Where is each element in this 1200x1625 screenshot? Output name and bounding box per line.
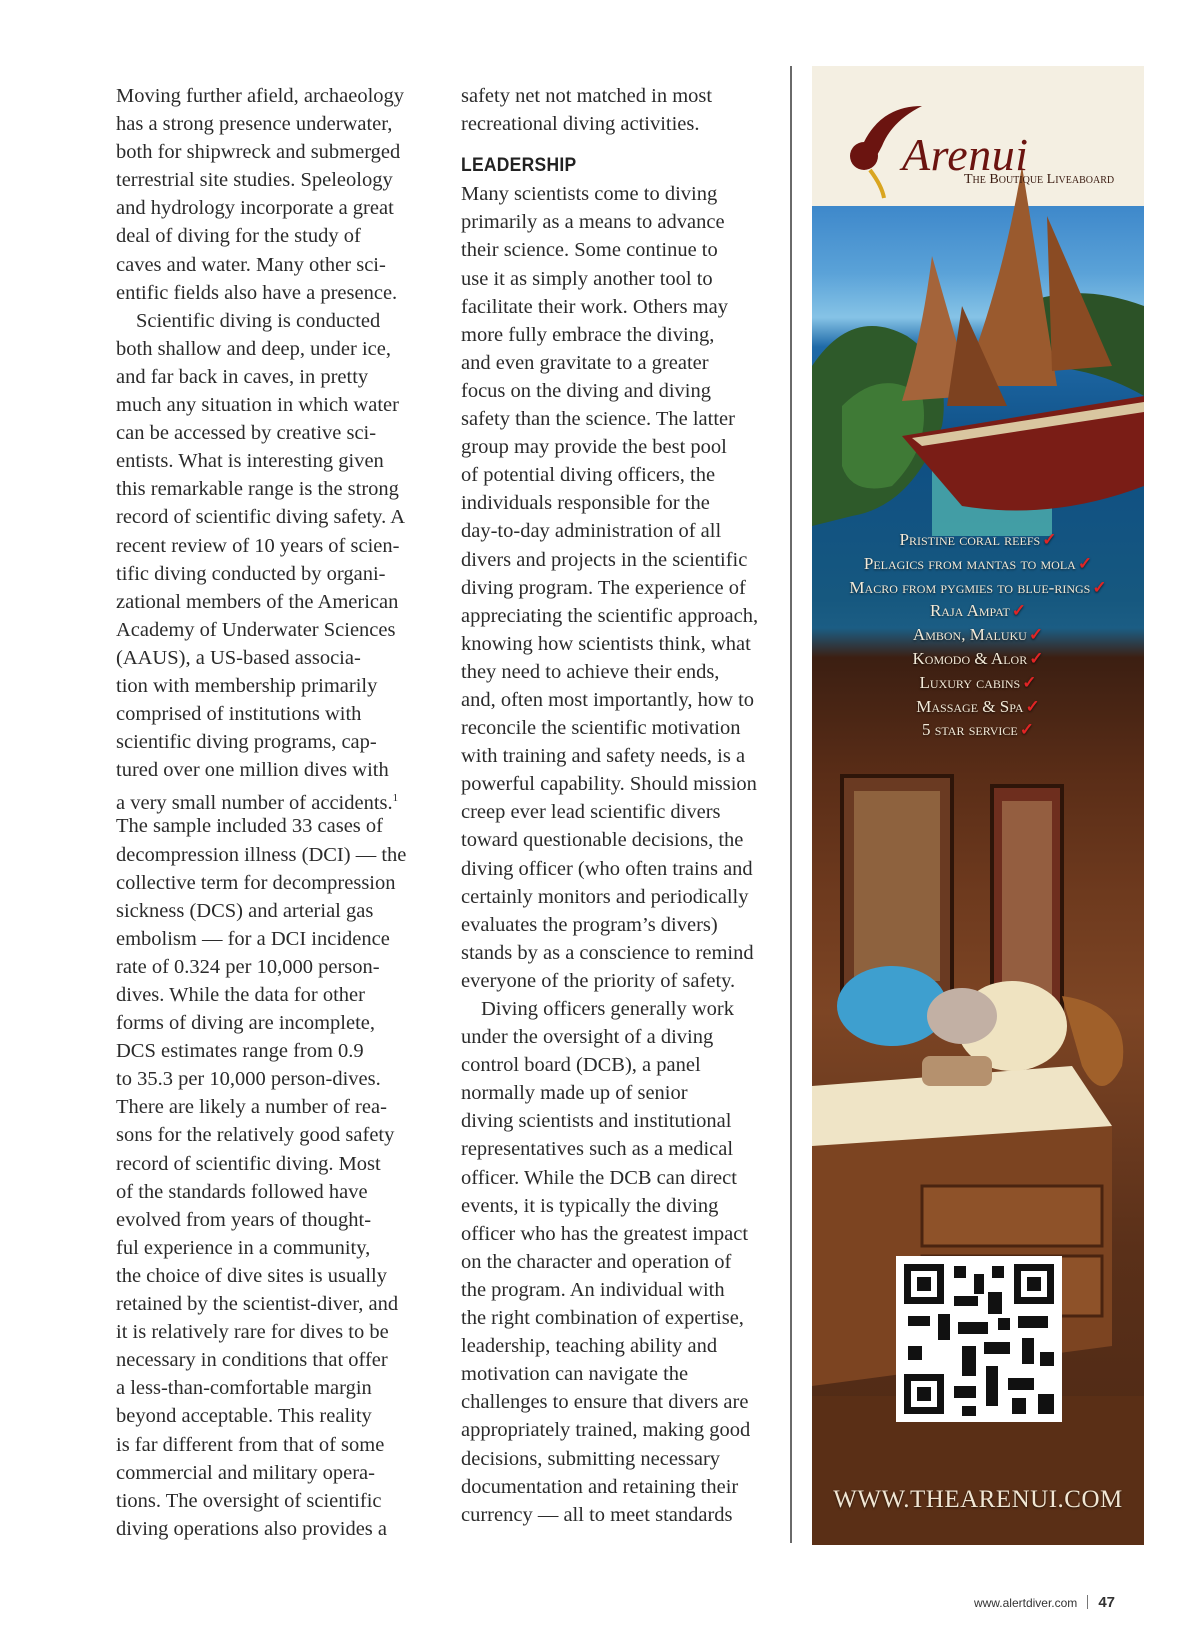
text-line: of potential diving officers, the: [461, 464, 716, 487]
text-line: comprised of institutions with: [116, 703, 362, 726]
checkmark-icon: ✓: [1029, 649, 1044, 668]
text-line: sons for the relatively good safety: [116, 1124, 395, 1147]
text-line: officer who has the greatest impact: [461, 1222, 749, 1245]
checkmark-icon: ✓: [1077, 553, 1093, 573]
text-line: focus on the diving and diving: [461, 379, 711, 402]
text-line: primarily as a means to advance: [461, 211, 725, 234]
text-line-body: a very small number of accidents.: [116, 792, 393, 815]
text-line: and far back in caves, in pretty: [116, 365, 369, 388]
text-line: individuals responsible for the: [461, 492, 710, 515]
text-line: recent review of 10 years of scien-: [116, 534, 400, 557]
text-line: they need to achieve their ends,: [461, 660, 720, 683]
text-line: collective term for decompression: [116, 871, 396, 894]
text-line: is far different from that of some: [116, 1433, 385, 1456]
text-line: recreational diving activities.: [461, 113, 700, 136]
ad-feature-item: [812, 697, 1144, 717]
text-line: Many scientists come to diving: [461, 183, 718, 206]
text-line: more fully embrace the diving,: [461, 323, 715, 346]
text-line: events, it is typically the diving: [461, 1194, 719, 1217]
text-line: (AAUS), a US-based associa-: [116, 646, 361, 669]
text-line: to 35.3 per 10,000 person-dives.: [116, 1068, 381, 1091]
text-line: Scientific diving is conducted: [136, 309, 381, 332]
text-line: the choice of dive sites is usually: [116, 1264, 387, 1287]
text-line: tions. The oversight of scientific: [116, 1489, 382, 1512]
qr-code: [896, 1256, 1062, 1422]
text-line: record of scientific diving. Most: [116, 1152, 381, 1175]
text-line: decisions, submitting necessary: [461, 1447, 721, 1470]
footer-site-url[interactable]: www.alertdiver.com: [973, 1596, 1078, 1610]
text-line: necessary in conditions that offer: [116, 1349, 388, 1372]
drawer-top: [922, 1186, 1102, 1246]
text-line: normally made up of senior: [461, 1082, 688, 1105]
text-line: on the character and operation of: [461, 1250, 732, 1273]
text-line: Academy of Underwater Sciences: [116, 618, 396, 641]
text-line: [116, 784, 436, 815]
text-line: record of scientific diving safety. A: [116, 506, 405, 529]
text-line: deal of diving for the study of: [116, 225, 361, 248]
text-line: Moving further afield, archaeology: [116, 85, 405, 107]
page-footer: [974, 1594, 1115, 1612]
text-line: diving officer (who often trains and: [461, 857, 753, 880]
text-line: knowing how scientists think, what: [461, 632, 751, 655]
text-line: day-to-day administration of all: [461, 520, 722, 543]
footer-separator: [1087, 1595, 1088, 1609]
text-line: group may provide the best pool: [461, 436, 727, 459]
text-line: motivation can navigate the: [461, 1363, 689, 1386]
folded-towels: [922, 1056, 992, 1086]
checkmark-icon: ✓: [1092, 577, 1107, 597]
ad-feature-label: Luxury cabins: [919, 672, 1021, 692]
ad-feature-label: 5 star service: [921, 720, 1018, 740]
text-line: toward questionable decisions, the: [461, 829, 744, 852]
text-line: entists. What is interesting given: [116, 450, 384, 473]
text-line: rate of 0.324 per 10,000 person-: [116, 955, 380, 978]
ad-feature-label: Massage & Spa: [916, 696, 1024, 716]
text-line: appropriately trained, making good: [461, 1419, 751, 1442]
text-line: zational members of the American: [116, 590, 399, 613]
text-line: embolism — for a DCI incidence: [116, 927, 390, 950]
text-line: diving program. The experience of: [461, 576, 746, 599]
text-line: DCS estimates range from 0.9: [116, 1040, 364, 1063]
sail-fore: [1047, 216, 1112, 371]
text-line: control board (DCB), a panel: [461, 1054, 701, 1077]
ad-feature-label: Raja Ampat: [929, 601, 1010, 621]
checkmark-icon: ✓: [1025, 696, 1040, 716]
text-line: both for shipwreck and submerged: [116, 141, 401, 164]
ad-feature-item: [812, 649, 1144, 669]
text-line: certainly monitors and periodically: [461, 885, 749, 908]
text-line: diving operations also provides a: [116, 1517, 388, 1540]
ad-tagline: The Boutique Liveaboard: [964, 172, 1115, 187]
text-line: it is relatively rare for dives to be: [116, 1321, 389, 1344]
text-line: The sample included 33 cases of: [116, 815, 383, 838]
text-line: Diving officers generally work: [481, 998, 734, 1020]
text-line: sickness (DCS) and arterial gas: [116, 899, 374, 922]
text-line: and even gravitate to a greater: [461, 351, 709, 374]
ad-feature-item: [812, 625, 1144, 645]
text-line: terrestrial site studies. Speleology: [116, 169, 393, 192]
text-line: of the standards followed have: [116, 1180, 368, 1203]
checkmark-icon: ✓: [1019, 720, 1034, 740]
text-line: safety than the science. The latter: [461, 408, 735, 431]
text-line: under the oversight of a diving: [461, 1026, 714, 1049]
text-line: safety net not matched in most: [461, 85, 713, 107]
text-line: appreciating the scientific approach,: [461, 604, 759, 627]
text-line: beyond acceptable. This reality: [116, 1405, 372, 1428]
checkmark-icon: ✓: [1042, 530, 1057, 549]
text-line: can be accessed by creative sci-: [116, 422, 377, 445]
text-line: much any situation in which water: [116, 394, 399, 417]
text-line: use it as simply another tool to: [461, 267, 713, 290]
ad-feature-label: Ambon, Maluku: [912, 625, 1027, 645]
checkmark-icon: ✓: [1011, 601, 1027, 621]
ad-feature-item: [812, 530, 1144, 550]
text-line: commercial and military opera-: [116, 1461, 375, 1484]
section-heading: LEADERSHIP: [461, 155, 577, 177]
article-column-1: [116, 82, 436, 1543]
page-number: 47: [1098, 1594, 1115, 1611]
text-line: There are likely a number of rea-: [116, 1096, 387, 1119]
text-line: stands by as a conscience to remind: [461, 941, 754, 964]
text-line: caves and water. Many other sci-: [116, 253, 386, 276]
text-line: both shallow and deep, under ice,: [116, 337, 391, 360]
text-line: scientific diving programs, cap-: [116, 731, 377, 754]
article-column-2: [461, 82, 781, 1529]
ad-brand-name: Arenui: [902, 129, 1029, 180]
ad-illustration: [812, 66, 1144, 1545]
text-line: has a strong presence underwater,: [116, 113, 393, 136]
text-line: tion with membership primarily: [116, 674, 378, 697]
text-line: challenges to ensure that divers are: [461, 1391, 749, 1414]
footnote-marker: 1: [392, 792, 399, 805]
checkmark-icon: ✓: [1022, 672, 1037, 692]
ad-feature-item: [812, 578, 1144, 598]
text-line: the program. An individual with: [461, 1278, 725, 1301]
ad-feature-label: Macro from pygmies to blue-rings: [849, 577, 1091, 597]
ad-feature-item: [812, 673, 1144, 693]
text-line: a less-than-comfortable margin: [116, 1377, 372, 1400]
text-line: reconcile the scientific motivation: [461, 717, 741, 740]
text-line: dives. While the data for other: [116, 984, 365, 1006]
text-line: the right combination of expertise,: [461, 1307, 744, 1330]
text-line: evaluates the program’s divers): [461, 913, 718, 936]
text-line: facilitate their work. Others may: [461, 295, 728, 318]
ad-feature-label: Komodo & Alor: [912, 649, 1028, 668]
text-line: documentation and retaining their: [461, 1475, 739, 1498]
text-line: this remarkable range is the strong: [116, 478, 399, 501]
text-line: decompression illness (DCI) — the: [116, 843, 407, 866]
text-line: with training and safety needs, is a: [461, 745, 746, 768]
checkmark-icon: ✓: [1028, 625, 1044, 645]
text-line: officer. While the DCB can direct: [461, 1166, 737, 1189]
text-line: and hydrology incorporate a great: [116, 197, 394, 220]
text-line: ful experience in a community,: [116, 1236, 371, 1259]
text-line: entific fields also have a presence.: [116, 281, 398, 304]
text-line: tific diving conducted by organi-: [116, 562, 386, 585]
text-line: representatives such as a medical: [461, 1138, 734, 1161]
text-line: currency — all to meet standards: [461, 1503, 733, 1526]
text-line: tured over one million dives with: [116, 759, 389, 782]
text-line: leadership, teaching ability and: [461, 1335, 718, 1358]
text-line: creep ever lead scientific divers: [461, 801, 721, 824]
text-line: forms of diving are incomplete,: [116, 1012, 376, 1035]
tapestry-pattern-right: [1002, 801, 1052, 1011]
text-line: everyone of the priority of safety.: [461, 969, 736, 992]
ad-feature-item: [812, 554, 1144, 574]
ad-website-link[interactable]: WWW.THEARENUI.COM: [833, 1486, 1123, 1513]
tapestry-pattern-left: [854, 791, 940, 981]
pillow-small: [927, 988, 997, 1044]
text-line: diving scientists and institutional: [461, 1110, 732, 1133]
text-line: divers and projects in the scientific: [461, 548, 748, 571]
column-divider: [790, 66, 792, 1543]
ad-feature-label: Pristine coral reefs: [899, 530, 1041, 549]
text-line: retained by the scientist-diver, and: [116, 1293, 399, 1316]
text-line: evolved from years of thought-: [116, 1208, 372, 1231]
arenui-advertisement[interactable]: [812, 66, 1144, 1545]
ad-feature-item: [812, 720, 1144, 740]
text-line: and, often most importantly, how to: [461, 688, 755, 711]
ad-feature-item: [812, 601, 1144, 621]
ad-feature-label: Pelagics from mantas to mola: [863, 553, 1076, 573]
text-line: powerful capability. Should mission: [461, 773, 757, 796]
text-line: their science. Some continue to: [461, 239, 718, 262]
